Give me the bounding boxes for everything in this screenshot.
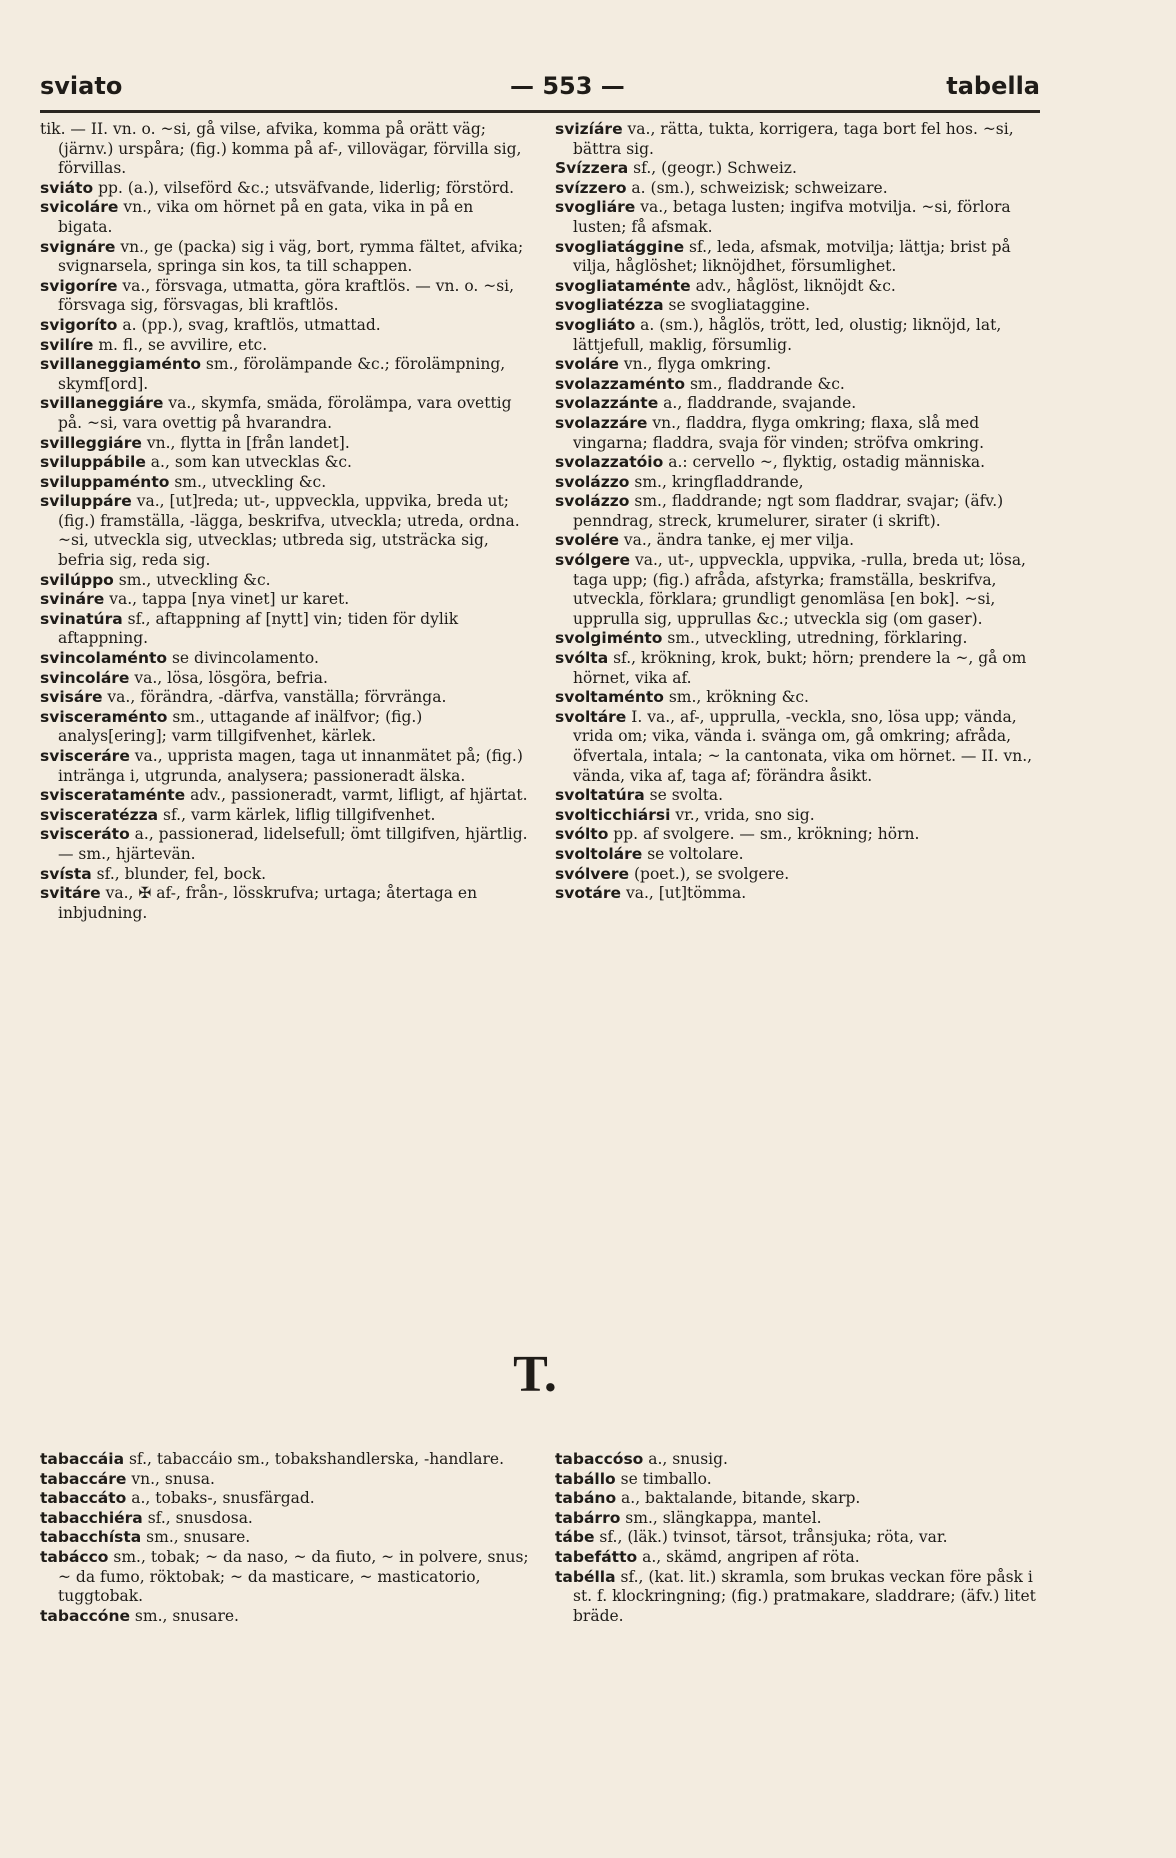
dictionary-entry	[40, 610, 530, 649]
headword: svitáre	[40, 884, 101, 903]
definition: a., skämd, angripen af röta.	[637, 1547, 860, 1566]
headword: tabáno	[555, 1489, 617, 1508]
headword: tabárro	[555, 1508, 621, 1527]
dictionary-entry	[555, 825, 1045, 845]
headword: tabacchísta	[40, 1528, 142, 1547]
definition: vn., vika om hörnet på en gata, vika in på en bigata.	[58, 198, 474, 236]
dictionary-entry	[555, 865, 1045, 885]
dictionary-entry	[40, 688, 530, 708]
definition: va., ändra tanke, ej mer vilja.	[618, 531, 855, 550]
headword: svoláre	[555, 355, 619, 374]
headword: sviscerataménte	[40, 786, 186, 805]
headword: svólta	[555, 649, 609, 668]
dictionary-entry	[555, 845, 1045, 865]
headword: tábe	[555, 1528, 595, 1547]
headword: svólto	[555, 825, 609, 844]
dictionary-entry	[555, 277, 1045, 297]
dictionary-entry	[555, 551, 1045, 629]
dictionary-entry	[555, 1450, 1045, 1470]
definition: sm., snusare.	[141, 1528, 251, 1547]
dictionary-entry	[555, 531, 1045, 551]
page-number: — 553 —	[510, 72, 625, 100]
definition: va., [ut]tömma.	[621, 884, 747, 903]
header-right-guide-word: tabella	[946, 72, 1040, 100]
dictionary-entry	[555, 316, 1045, 355]
headword: svogliáto	[555, 315, 636, 334]
headword: svoltaménto	[555, 688, 664, 707]
dictionary-entry	[40, 884, 530, 923]
headword: svolazzáre	[555, 413, 648, 432]
dictionary-entry	[40, 277, 530, 316]
headword: svogliáre	[555, 198, 636, 217]
definition: sm., uttagande af inälfvor; (fig.) analys[ering]; varm tillgifvenhet, kärlek.	[58, 707, 423, 746]
headword: svilíre	[40, 335, 94, 354]
headword: svoltatúra	[555, 786, 645, 805]
headword: svogliatággine	[555, 237, 685, 256]
definition: va., skymfa, smäda, förolämpa, vara ovettig på. ~si, vara ovettig på hvarandra.	[58, 394, 512, 432]
dictionary-entry	[40, 649, 530, 669]
dictionary-entry	[40, 453, 530, 473]
definition: vn., ge (packa) sig i väg, bort, rymma fältet, afvika; svignarsela, springa sin kos, ta till schappen.	[58, 237, 524, 276]
dictionary-entry	[40, 198, 530, 237]
definition: va., försvaga, utmatta, göra kraftlös. — vn. o. ~si, försvaga sig, försvagas, bli kraftlös.	[58, 276, 515, 315]
left-column	[40, 120, 530, 923]
headword: svólvere	[555, 864, 630, 883]
headword: svolazzánte	[555, 394, 659, 413]
definition: sm., fladdrande &c.	[685, 374, 845, 393]
definition: va., ut-, uppveckla, uppvika, -rulla, breda ut; lösa, taga upp; (fig.) afråda, afstyrka; framställa, beskrifva, utveckla, förklara; grundligt genomläsa [en bok]. ~si, upprulla sig, upprullas &c.; utveckla sig (om gaser).	[573, 551, 1026, 628]
dictionary-entry	[555, 179, 1045, 199]
headword: svilúppo	[40, 570, 114, 589]
dictionary-entry	[40, 590, 530, 610]
headword: tabaccáto	[40, 1489, 127, 1508]
definition: adv., håglöst, liknöjdt &c.	[690, 276, 896, 295]
definition: sf., varm kärlek, liflig tillgifvenhet.	[158, 805, 436, 824]
headword: svigoríre	[40, 276, 118, 295]
definition: va., ✠ af-, från-, lösskrufva; urtaga; återtaga en inbjudning.	[58, 884, 478, 922]
right-column	[555, 120, 1045, 904]
headword: Svízzera	[555, 159, 629, 178]
t-left-column	[40, 1450, 530, 1626]
headword: svinatúra	[40, 609, 123, 628]
page-header	[40, 72, 1040, 104]
dictionary-entry	[555, 1470, 1045, 1490]
definition: a., baktalande, bitande, skarp.	[616, 1489, 861, 1508]
definition: va., förändra, -därfva, vanställa; förvränga.	[102, 688, 447, 707]
dictionary-entry	[40, 394, 530, 433]
dictionary-entry	[40, 571, 530, 591]
dictionary-entry	[40, 747, 530, 786]
dictionary-entry	[555, 198, 1045, 237]
dictionary-entry	[555, 786, 1045, 806]
dictionary-entry	[555, 159, 1045, 179]
headword: svillaneggiáre	[40, 394, 164, 413]
definition: a., passionerad, lidelsefull; ömt tillgifven, hjärtlig. — sm., hjärtevän.	[58, 825, 528, 863]
headword: svináre	[40, 590, 105, 609]
definition: vn., snusa.	[126, 1469, 215, 1488]
headword: svillaneggiaménto	[40, 355, 201, 374]
dictionary-entry	[555, 120, 1045, 159]
definition: sm., tobak; ~ da naso, ~ da fiuto, ~ in polvere, snus; ~ da fumo, röktobak; ~ da masticare, ~ masticatorio, tuggtobak.	[58, 1547, 529, 1606]
definition: se divincolamento.	[167, 649, 319, 668]
definition: sm., slängkappa, mantel.	[620, 1508, 822, 1527]
definition: va., tappa [nya vinet] ur karet.	[104, 590, 350, 609]
header-rule	[40, 110, 1040, 113]
dictionary-entry	[40, 806, 530, 826]
dictionary-entry	[555, 355, 1045, 375]
headword: tabácco	[40, 1547, 109, 1566]
headword: svignáre	[40, 237, 116, 256]
definition: va., [ut]reda; ut-, uppveckla, uppvika, breda ut; (fig.) framställa, -lägga, beskrifva, utveckla; utreda, ordna. ~si, utveckla sig, utvecklas; utbreda sig, utsträcka sig, befria sig, reda sig.	[58, 492, 520, 570]
dictionary-entry	[40, 238, 530, 277]
definition: a. (sm.), schweizisk; schweizare.	[626, 178, 888, 197]
definition: (poet.), se svolgere.	[629, 864, 790, 883]
definition: pp. af svolgere. — sm., krökning; hörn.	[608, 825, 920, 844]
headword: svoltoláre	[555, 844, 643, 863]
headword: svoltáre	[555, 707, 627, 726]
definition: sf., snusdosa.	[142, 1508, 253, 1527]
headword: svísta	[40, 864, 92, 883]
definition: a., fladdrande, svajande.	[658, 394, 857, 413]
dictionary-entry	[40, 1548, 530, 1607]
definition: tik. — II. vn. o. ~si, gå vilse, afvika, komma på orätt väg; (järnv.) urspåra; (fig.) komma på af-, villovägar, förvilla sig, förvillas.	[40, 120, 522, 178]
headword: svolázzo	[555, 492, 630, 511]
dictionary-entry	[40, 1509, 530, 1529]
dictionary-entry	[40, 669, 530, 689]
t-right-column	[555, 1450, 1045, 1626]
headword: tabélla	[555, 1567, 616, 1586]
headword: sviáto	[40, 178, 94, 197]
definition: sm., krökning &c.	[663, 688, 809, 707]
dictionary-entry	[555, 884, 1045, 904]
definition: sf., aftappning af [nytt] vin; tiden för dylik aftappning.	[58, 609, 459, 648]
dictionary-entry	[40, 1528, 530, 1548]
dictionary-entry	[555, 629, 1045, 649]
headword: svincoláre	[40, 668, 130, 687]
dictionary-entry	[40, 355, 530, 394]
dictionary-entry	[555, 394, 1045, 414]
dictionary-entry	[555, 453, 1045, 473]
dictionary-entry	[555, 806, 1045, 826]
headword: svogliataménte	[555, 276, 691, 295]
definition: sf., leda, afsmak, motvilja; lättja; brist på vilja, håglöshet; liknöjdhet, försumlighet.	[573, 237, 1011, 276]
definition: va., lösa, lösgöra, befria.	[129, 668, 328, 687]
dictionary-entry	[40, 179, 530, 199]
definition: sf., blunder, fel, bock.	[91, 864, 267, 883]
dictionary-entry	[555, 473, 1045, 493]
definition: sf., tabaccáio sm., tobakshandlerska, -handlare.	[124, 1450, 505, 1468]
definition: se voltolare.	[642, 844, 744, 863]
headword: tabaccóne	[40, 1606, 130, 1625]
definition: adv., passioneradt, varmt, lifligt, af hjärtat.	[185, 786, 528, 805]
headword: svisceráto	[40, 825, 130, 844]
definition: sm., utveckling &c.	[169, 472, 327, 491]
headword: svigoríto	[40, 315, 118, 334]
dictionary-entry	[555, 1548, 1045, 1568]
dictionary-entry	[555, 414, 1045, 453]
headword: svolgiménto	[555, 629, 663, 648]
headword: sviluppaménto	[40, 472, 170, 491]
definition: vr., vrida, sno sig.	[670, 805, 815, 824]
dictionary-entry	[555, 492, 1045, 531]
headword: tabacchiéra	[40, 1508, 143, 1527]
dictionary-entry	[555, 296, 1045, 316]
headword: svotáre	[555, 884, 622, 903]
definition: sm., förolämpande &c.; förolämpning, skymf[ord].	[58, 355, 506, 393]
headword: svilleggiáre	[40, 433, 142, 452]
headword: sviluppáre	[40, 492, 132, 511]
definition: sf., krökning, krok, bukt; hörn; prendere la ~, gå om hörnet, vika af.	[573, 649, 1027, 687]
headword: svisáre	[40, 688, 103, 707]
headword: svizíáre	[555, 120, 623, 138]
headword: svolázzo	[555, 472, 630, 491]
definition: vn., fladdra, flyga omkring; flaxa, slå med vingarna; fladdra, svaja för vinden; ströfva omkring.	[573, 413, 985, 452]
headword: svincolaménto	[40, 649, 168, 668]
dictionary-entry	[40, 1470, 530, 1490]
definition: I. va., af-, upprulla, -veckla, sno, lösa upp; vända, vrida om; vika, vända i. svänga om, gå omkring; afråda, öfvertala, intala; ~ la cantonata, vika om hörnet. — II. vn., vända, vika af, taga af; förändra åsikt.	[573, 707, 1033, 785]
definition: a. (pp.), svag, kraftlös, utmattad.	[117, 315, 381, 334]
headword: svólgere	[555, 551, 631, 570]
dictionary-entry	[555, 375, 1045, 395]
definition: sm., kringfladdrande,	[629, 472, 804, 491]
dictionary-entry	[555, 688, 1045, 708]
dictionary-entry	[555, 1528, 1045, 1548]
dictionary-entry	[555, 708, 1045, 786]
definition: sf., (kat. lit.) skramla, som brukas veckan före påsk i st. f. klockringning; (fig.) pratmakare, sladdrare; (äfv.) litet bräde.	[573, 1567, 1036, 1625]
dictionary-entry	[40, 492, 530, 570]
definition: a., snusig.	[643, 1450, 728, 1468]
dictionary-entry	[40, 473, 530, 493]
dictionary-entry	[40, 1607, 530, 1627]
headword: svolazzatóio	[555, 453, 664, 472]
definition: sm., snusare.	[130, 1606, 239, 1625]
dictionary-entry	[555, 238, 1045, 277]
headword: svisceráre	[40, 747, 130, 765]
dictionary-entry	[40, 786, 530, 806]
headword: svolére	[555, 531, 619, 550]
section-letter: T.	[513, 1346, 557, 1403]
headword: sviluppábile	[40, 453, 146, 472]
headword: tabaccáia	[40, 1450, 125, 1468]
definition: a.: cervello ~, flyktig, ostadig människa.	[663, 453, 986, 472]
dictionary-entry	[40, 825, 530, 864]
dictionary-entry	[40, 1489, 530, 1509]
definition: a., tobaks-, snusfärgad.	[126, 1489, 315, 1508]
definition: sm., utveckling &c.	[113, 570, 271, 589]
dictionary-entry	[555, 1509, 1045, 1529]
header-left-guide-word: sviato	[40, 72, 123, 100]
definition: sm., utveckling, utredning, förklaring.	[662, 629, 968, 648]
headword: svisceraménto	[40, 707, 168, 726]
dictionary-entry	[40, 336, 530, 356]
dictionary-entry	[40, 120, 530, 179]
dictionary-entry	[40, 316, 530, 336]
headword: tabállo	[555, 1469, 616, 1488]
dictionary-entry	[40, 434, 530, 454]
definition: se svogliataggine.	[663, 296, 811, 315]
dictionary-entry	[555, 1489, 1045, 1509]
definition: a., som kan utvecklas &c.	[145, 453, 352, 472]
dictionary-entry	[40, 708, 530, 747]
headword: svisceratézza	[40, 805, 159, 824]
definition: va., betaga lusten; ingifva motvilja. ~si, förlora lusten; få afsmak.	[573, 198, 1011, 236]
dictionary-entry	[40, 865, 530, 885]
headword: svízzero	[555, 178, 627, 197]
dictionary-entry	[555, 649, 1045, 688]
headword: tabaccáre	[40, 1469, 127, 1488]
headword: svicoláre	[40, 198, 119, 217]
headword: tabefátto	[555, 1547, 638, 1566]
headword: tabaccóso	[555, 1450, 644, 1468]
dictionary-entry	[40, 1450, 530, 1470]
headword: svolticchiársi	[555, 805, 671, 824]
definition: sf., (geogr.) Schweiz.	[628, 159, 797, 178]
headword: svolazzaménto	[555, 374, 686, 393]
definition: se svolta.	[644, 786, 724, 805]
dictionary-entry	[555, 1568, 1045, 1627]
definition: va., rätta, tukta, korrigera, taga bort fel hos. ~si, bättra sig.	[573, 120, 1014, 158]
definition: se timballo.	[615, 1469, 712, 1488]
definition: vn., flytta in [från landet].	[141, 433, 350, 452]
definition: sf., (läk.) tvinsot, tärsot, trånsjuka; röta, var.	[594, 1528, 948, 1547]
definition: pp. (a.), vilseförd &c.; utsväfvande, liderlig; förstörd.	[93, 178, 515, 197]
definition: a. (sm.), håglös, trött, led, olustig; liknöjd, lat, lättjefull, maklig, försumlig.	[573, 315, 1002, 354]
definition: sm., fladdrande; ngt som fladdrar, svajar; (äfv.) penndrag, streck, krumelurer, sirater (i skrift).	[573, 492, 1004, 530]
definition: vn., flyga omkring.	[618, 355, 772, 374]
definition: m. fl., se avvilire, etc.	[93, 335, 268, 354]
headword: svogliatézza	[555, 296, 664, 315]
definition: va., upprista magen, taga ut innanmätet på; (fig.) intränga i, utgrunda, analysera; passioneradt älska.	[58, 747, 523, 785]
